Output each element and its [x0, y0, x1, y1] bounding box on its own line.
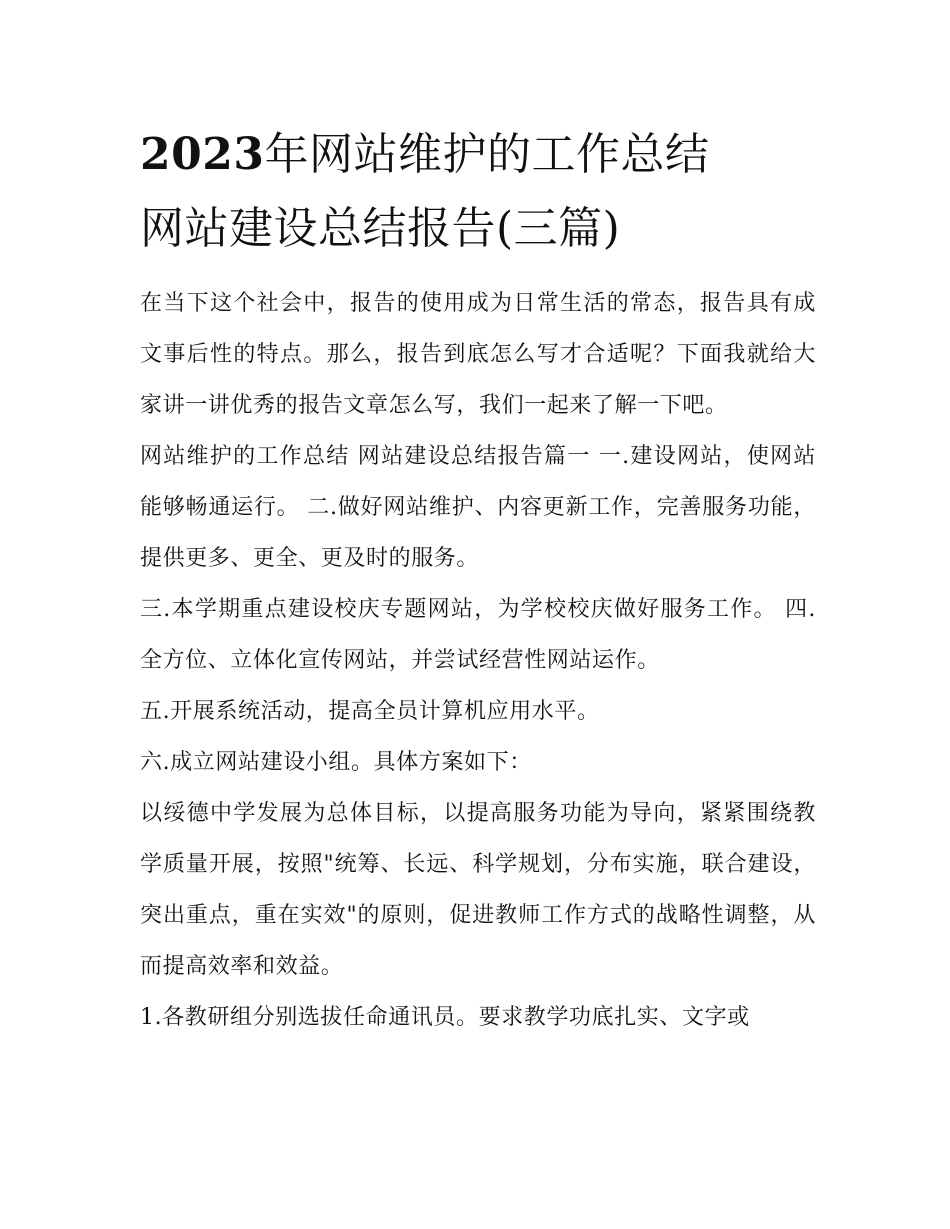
paragraph-plan: 以绥德中学发展为总体目标，以提高服务功能为导向，紧紧围绕教学质量开展，按照"统筹、长远、科学规划，分布实施，联合建设，突出重点，重在实效"的原则，促进教师工作方式的战略性调整，从而提高效率和效益。 [140, 801, 816, 979]
document-title [140, 118, 820, 266]
paragraph-intro: 在当下这个社会中，报告的使用成为日常生活的常态，报告具有成文事后性的特点。那么，报告到底怎么写才合适呢？下面我就给大家讲一讲优秀的报告文章怎么写，我们一起来了解一下吧。 [140, 291, 816, 418]
document-body [140, 278, 816, 1043]
paragraph-item-five: 五.开展系统活动，提高全员计算机应用水平。 [140, 699, 600, 724]
paragraph-point-one: 1.各教研组分别选拔任命通讯员。要求教学功底扎实、文字或 [140, 1005, 750, 1030]
title-line-1-text: 年网站维护的工作总结 [264, 129, 710, 180]
title-year: 2023 [140, 129, 265, 180]
paragraph-item-six: 六.成立网站建设小组。具体方案如下： [140, 750, 532, 775]
paragraph-item-three-four: 三.本学期重点建设校庆专题网站，为学校校庆做好服务工作。 四.全方位、立体化宣传网站，并尝试经营性网站运作。 [140, 597, 816, 673]
title-line-2: 网站建设总结报告(三篇) [140, 203, 621, 254]
title-line-1 [140, 118, 820, 192]
paragraph-part-one: 网站维护的工作总结 网站建设总结报告篇一 一.建设网站，使网站能够畅通运行。 二.做好网站维护、内容更新工作，完善服务功能，提供更多、更全、更及时的服务。 [140, 444, 816, 571]
